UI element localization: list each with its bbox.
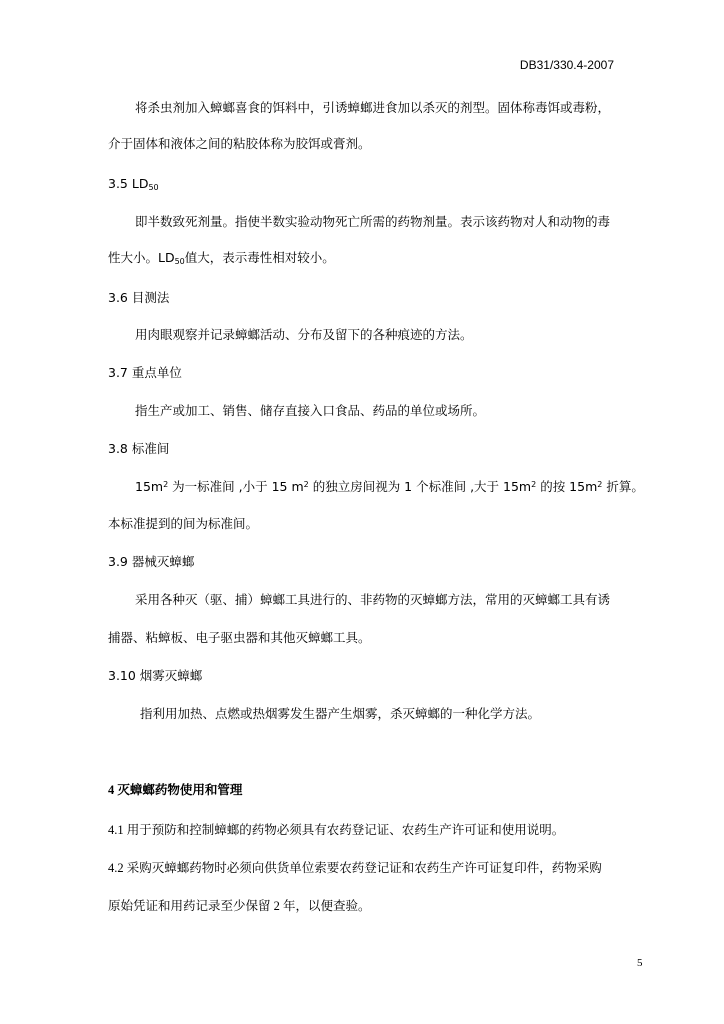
paragraph-line: 捕器、粘蟑板、电子驱虫器和其他灭蟑螂工具。 (108, 630, 371, 645)
text-fragment: 折算。 (602, 479, 644, 494)
paragraph-line: 指利用加热、点燃或热烟雾发生器产生烟雾，杀灭蟑螂的一种化学方法。 (140, 706, 541, 721)
subscript: 50 (148, 183, 159, 192)
paragraph-line: 将杀虫剂加入蟑螂喜食的饵料中，引诱蟑螂进食加以杀灭的剂型。固体称毒饵或毒粉， (135, 100, 611, 115)
section-heading-3-8: 3.8 标准间 (108, 441, 170, 456)
text-fragment: 的独立房间视为 1 个标准间 ,大于 15m (308, 479, 532, 494)
paragraph-line (135, 479, 644, 495)
paragraph-line: 4.2 采购灭蟑螂药物时必须向供货单位索要农药登记证和农药生产许可证复印件，药物采购 (108, 861, 602, 875)
page-number: 5 (637, 957, 643, 969)
paragraph-line: 采用各种灭（驱、捕）蟑螂工具进行的、非药物的灭蟑螂方法，常用的灭蟑螂工具有诱 (135, 592, 611, 607)
paragraph-line: 即半数致死剂量。指使半数实验动物死亡所需的药物剂量。表示该药物对人和动物的毒 (135, 214, 611, 229)
section-heading-3-5 (108, 176, 159, 192)
paragraph-line: 原始凭证和用药记录至少保留 2 年，以便查验。 (108, 899, 371, 913)
text-fragment: 15m (135, 479, 164, 494)
paragraph-line: 指生产或加工、销售、储存直接入口食品、药品的单位或场所。 (135, 403, 486, 418)
superscript: 2 (531, 480, 537, 489)
subscript: 50 (174, 257, 185, 266)
section-heading-3-10: 3.10 烟雾灭蟑螂 (108, 668, 203, 683)
superscript: 2 (303, 480, 309, 489)
paragraph-line: 介于固体和液体之间的粘胶体称为胶饵或膏剂。 (108, 136, 371, 151)
section-heading-text: 3.5 LD (108, 176, 149, 191)
superscript: 2 (597, 480, 603, 489)
section-heading-4: 4 灭蟑螂药物使用和管理 (108, 783, 243, 797)
text-fragment: 性大小。LD (108, 250, 175, 265)
section-heading-3-6: 3.6 目测法 (108, 290, 170, 305)
text-fragment: 为一标准间 ,小于 15 m (168, 479, 304, 494)
superscript: 2 (163, 480, 169, 489)
paragraph-line: 本标准提到的间为标准间。 (108, 516, 259, 531)
section-heading-3-9: 3.9 器械灭蟑螂 (108, 554, 195, 569)
text-fragment: 值大，表示毒性相对较小。 (184, 250, 335, 265)
text-fragment: 的按 15m (536, 479, 598, 494)
paragraph-line: 4.1 用于预防和控制蟑螂的药物必须具有农药登记证、农药生产许可证和使用说明。 (108, 823, 565, 837)
paragraph-line (108, 250, 335, 266)
document-id: DB31/330.4-2007 (519, 58, 614, 72)
paragraph-line: 用肉眼观察并记录蟑螂活动、分布及留下的各种痕迹的方法。 (135, 327, 473, 342)
section-heading-3-7: 3.7 重点单位 (108, 365, 182, 380)
